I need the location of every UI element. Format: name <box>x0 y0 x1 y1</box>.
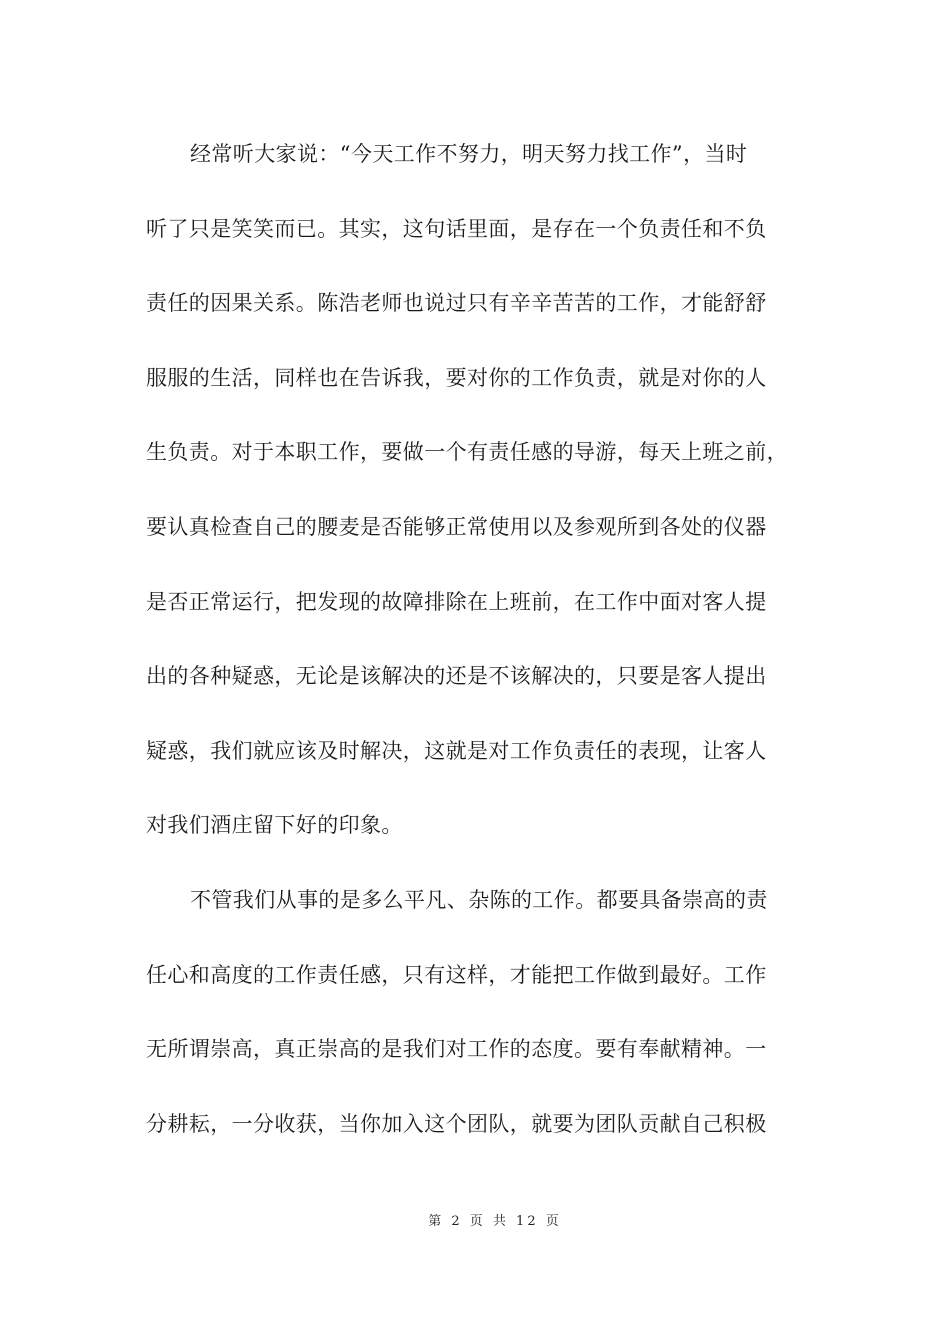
text-line: 经常听大家说：“今天工作不努力，明天努力找工作”，当时 <box>190 142 748 166</box>
text-line: 疑惑，我们就应该及时解决，这就是对工作负责任的表现，让客人 <box>146 738 767 763</box>
text-line: 要认真检查自己的腰麦是否能够正常使用以及参观所到各处的仪器 <box>146 514 767 539</box>
text-line: 是否正常运行，把发现的故障排除在上班前，在工作中面对客人提 <box>146 589 767 614</box>
body-text <box>146 128 836 1172</box>
text-line: 任心和高度的工作责任感，只有这样，才能把工作做到最好。工作 <box>146 962 767 987</box>
text-line: 责任的因果关系。陈浩老师也说过只有辛辛苦苦的工作，才能舒舒 <box>146 291 767 316</box>
text-line: 服服的生活，同样也在告诉我，要对你的工作负责，就是对你的人 <box>146 365 767 390</box>
page-number-footer: 第 2 页 共 12 页 <box>428 1214 562 1229</box>
text-line: 对我们酒庄留下好的印象。 <box>146 813 403 838</box>
text-line: 生负责。对于本职工作，要做一个有责任感的导游，每天上班之前， <box>146 440 788 465</box>
text-line: 无所谓崇高，真正崇高的是我们对工作的态度。要有奉献精神。一 <box>146 1037 767 1062</box>
text-line: 出的各种疑惑，无论是该解决的还是不该解决的，只要是客人提出 <box>146 664 767 689</box>
text-line: 分耕耘，一分收获，当你加入这个团队，就要为团队贡献自己积极 <box>146 1111 767 1136</box>
text-line: 听了只是笑笑而已。其实，这句话里面，是存在一个负责任和不负 <box>146 216 767 241</box>
text-line: 不管我们从事的是多么平凡、杂陈的工作。都要具备崇高的责 <box>190 887 768 912</box>
